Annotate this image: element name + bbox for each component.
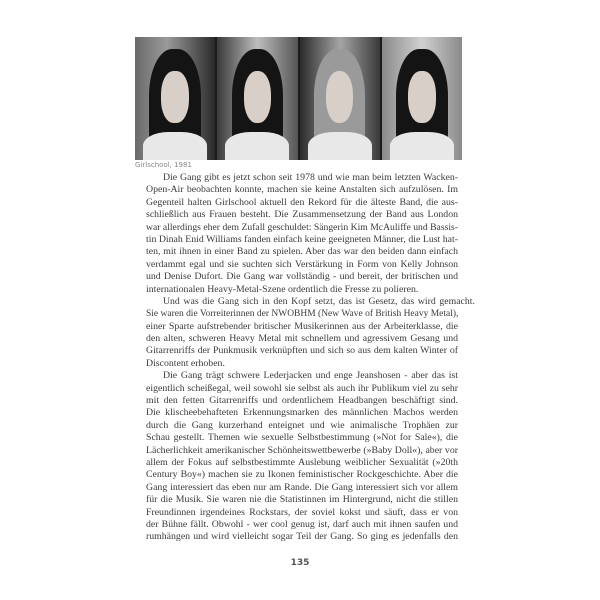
text-line: durch die Gang kurzerhand enteignet und wie animalische Trophäen zur bbox=[146, 419, 458, 431]
text-line: Lächerlichkeit amerikanischer Schönheitswettbewerbe (»Baby Doll«), aber vor bbox=[146, 444, 458, 456]
text-line: für die Musik. Sie waren nie die Statistinnen im Hintergrund, nicht die stillen bbox=[146, 494, 458, 506]
band-photo bbox=[135, 37, 462, 160]
text-line: Open-Air beobachten konnte, machen sie keine Anstalten sich aufzulösen. Im bbox=[146, 184, 458, 196]
text-line: war allerdings eher dem Zufall geschuldet: Sängerin Kim McAuliffe und Bassis- bbox=[146, 221, 458, 233]
body-text bbox=[146, 172, 475, 544]
text-line: schließlich aus Frauen besteht. Die Zusammensetzung der Band aus London bbox=[146, 209, 458, 221]
text-line: mit den fetten Gitarrenriffs und ordentlichem Headbangen beschäftigt sind. bbox=[146, 395, 458, 407]
text-line: Gitarrenriffs der Punkmusik verknüpften und sich so aus dem kalten Winter of bbox=[146, 345, 458, 357]
text-line: Und was die Gang sich in den Kopf setzt, das ist Gesetz, das wird gemacht. bbox=[162, 295, 475, 307]
text-line: den alten, schweren Heavy Metal mit schnellem und agressivem Gesang und bbox=[146, 333, 458, 345]
text-line: allem der Fokus auf selbstbestimmte Auslebung weiblicher Sexualität (»20th bbox=[146, 456, 458, 468]
text-line: Century Boy«) machen sie zu Ikonen feministischer Rockgeschichte. Aber die bbox=[146, 469, 458, 481]
text-line: Die Gang trägt schwere Lederjacken und enge Jeanshosen - aber das ist bbox=[163, 370, 458, 382]
text-line: Discontent erhoben. bbox=[146, 357, 225, 369]
text-line: ten, mit ihnen in einer Band zu spielen. Aber das war den beiden dann einfach bbox=[146, 246, 458, 258]
text-line: eigentlich scheißegal, weil sowohl sie selbst als auch ihr Publikum viel zu sehr bbox=[146, 382, 458, 394]
photo-portrait-2 bbox=[217, 37, 297, 160]
text-line: internationalen Heavy-Metal-Szene ordentlich die Fresse zu polieren. bbox=[146, 283, 419, 295]
text-line: der Bühne fällt. Obwohl - wer cool genug ist, darf auch mit ihnen saufen und bbox=[146, 518, 458, 530]
photo-portrait-4 bbox=[382, 37, 462, 160]
photo-portrait-3 bbox=[300, 37, 380, 160]
text-line: tin Dinah Enid Williams fanden einfach keine geeigneten Männer, die Lust hat- bbox=[146, 233, 458, 245]
text-line: Gang interessiert das eben nur am Rande. Die Gang interessiert sich vor allem bbox=[146, 481, 458, 493]
photo-portrait-1 bbox=[135, 37, 215, 160]
text-line: und Denise Dufort. Die Gang war vollständig - und bereit, der britischen und bbox=[146, 271, 458, 283]
photo-caption: Girlschool, 1981 bbox=[135, 161, 192, 169]
text-line: Schau gestellt. Themen wie sexuelle Selbstbestimmung (»Not for Sale«), die bbox=[146, 432, 458, 444]
text-line: Freundinnen irgendeines Rockstars, der soviel kokst und säuft, dass er von bbox=[146, 506, 458, 518]
text-line: Sie waren die Vorreiterinnen der NWOBHM (New Wave of British Heavy Metal), bbox=[146, 308, 459, 320]
text-line: Die klischeebehafteten Erkennungsmarken des männlichen Machos werden bbox=[146, 407, 458, 419]
text-line: verdammt egal und sie suchten sich Verstärkung in Form von Kelly Johnson bbox=[146, 258, 458, 270]
text-line: Die Gang gibt es jetzt schon seit 1978 und wie man beim letzten Wacken- bbox=[163, 172, 458, 183]
text-line: rumhängen und wird vielleicht sogar Teil der Gang. So ging es jedenfalls den bbox=[146, 531, 458, 543]
text-line: einer Sparte aufstrebender britischer Musikerinnen aus der Arbeiterklasse, die bbox=[146, 320, 458, 332]
text-line: Gegenteil halten Girlschool aktuell den Rekord für die älteste Band, die aus- bbox=[146, 196, 458, 208]
page-number: 135 bbox=[290, 558, 310, 568]
